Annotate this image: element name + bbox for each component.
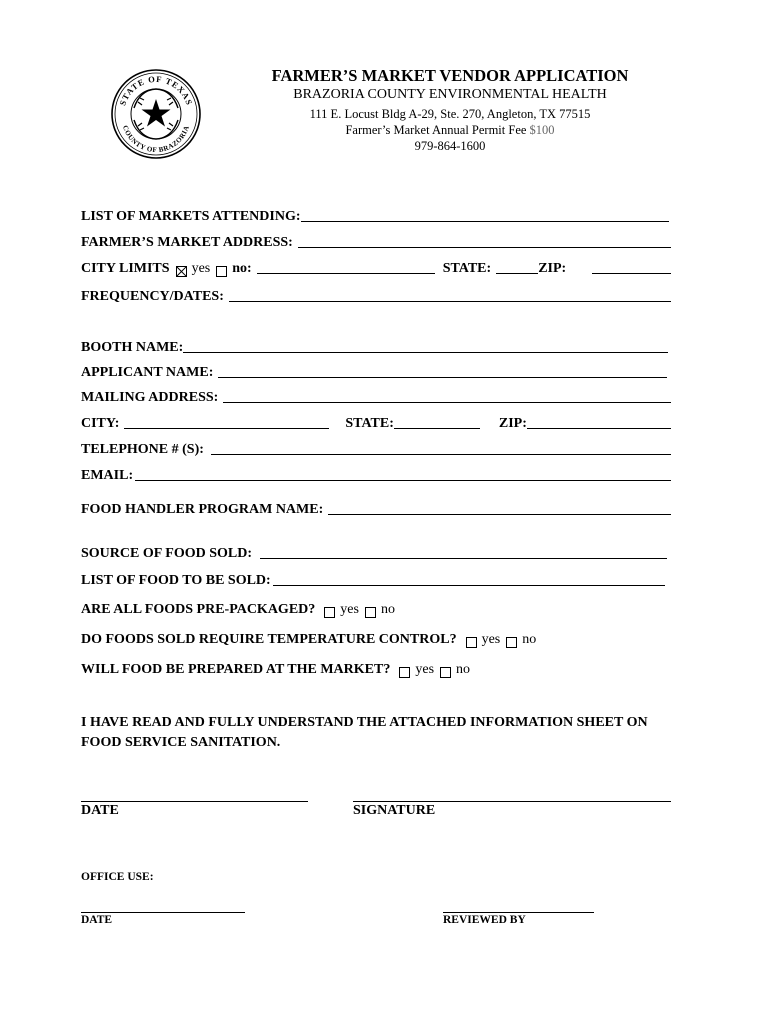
city-limits-yes-label: yes: [191, 261, 211, 276]
market-zip-field[interactable]: [592, 257, 671, 274]
prepared-no-checkbox[interactable]: [440, 667, 451, 678]
office-date-label: DATE: [81, 914, 113, 926]
applicant-city-field[interactable]: [124, 412, 329, 429]
city-limits-no-label: no:: [232, 261, 252, 276]
temperature-yes-label: yes: [481, 632, 501, 647]
office-date-line[interactable]: [81, 912, 245, 913]
prepackaged-row: [81, 596, 671, 618]
email-row: [81, 462, 671, 484]
prepared-question: WILL FOOD BE PREPARED AT THE MARKET?: [81, 662, 391, 677]
mailing-address-label: MAILING ADDRESS:: [81, 390, 219, 405]
applicant-city-row: [81, 410, 671, 432]
prepared-no-label: no: [456, 662, 471, 677]
permit-fee-amount: $100: [529, 123, 555, 137]
temperature-question: DO FOODS SOLD REQUIRE TEMPERATURE CONTROL?: [81, 632, 457, 647]
svg-text:COUNTY OF BRAZORIA: COUNTY OF BRAZORIA: [121, 124, 191, 155]
city-limits-row: [81, 255, 671, 277]
applicant-zip-field[interactable]: [527, 412, 671, 429]
applicant-zip-label: ZIP:: [498, 416, 527, 431]
reviewed-by-label: REVIEWED BY: [443, 914, 526, 926]
office-use-label: OFFICE USE:: [81, 871, 154, 883]
permit-fee-line: [220, 123, 680, 138]
applicant-city-label: CITY:: [81, 416, 120, 431]
prepared-yes-checkbox[interactable]: [399, 667, 410, 678]
applicant-name-label: APPLICANT NAME:: [81, 365, 214, 380]
telephone-field[interactable]: [211, 438, 671, 455]
temperature-row: [81, 626, 671, 648]
food-source-row: [81, 540, 671, 562]
booth-name-row: [81, 334, 671, 356]
date-signature-line[interactable]: [81, 801, 308, 802]
food-list-field[interactable]: [273, 569, 665, 586]
temperature-no-label: no: [522, 632, 537, 647]
mailing-address-field[interactable]: [223, 386, 671, 403]
prepackaged-no-label: no: [380, 602, 395, 617]
reviewed-by-line[interactable]: [443, 912, 594, 913]
temperature-no-checkbox[interactable]: [506, 637, 517, 648]
food-list-label: LIST OF FOOD TO BE SOLD:: [81, 573, 271, 588]
email-field[interactable]: [135, 464, 671, 481]
markets-attending-field[interactable]: [301, 205, 669, 222]
food-handler-field[interactable]: [328, 498, 671, 515]
market-address-label: FARMER’S MARKET ADDRESS:: [81, 235, 293, 250]
mailing-address-row: [81, 384, 671, 406]
applicant-name-row: [81, 359, 671, 381]
date-label: DATE: [81, 803, 119, 818]
booth-name-field[interactable]: [183, 336, 668, 353]
prepared-yes-label: yes: [415, 662, 435, 677]
frequency-row: [81, 283, 671, 305]
prepackaged-yes-checkbox[interactable]: [324, 607, 335, 618]
market-state-field[interactable]: [496, 257, 538, 274]
department-address: 111 E. Locust Bldg A-29, Ste. 270, Angleton, TX 77515: [309, 107, 591, 121]
signature-label: SIGNATURE: [353, 803, 436, 818]
prepackaged-no-checkbox[interactable]: [365, 607, 376, 618]
city-limits-field[interactable]: [257, 257, 435, 274]
svg-text:STATE OF TEXAS: STATE OF TEXAS: [117, 73, 195, 107]
applicant-state-label: STATE:: [345, 416, 394, 431]
applicant-state-field[interactable]: [394, 412, 480, 429]
city-limits-no-checkbox[interactable]: [216, 266, 227, 277]
county-seal-logo: [110, 68, 202, 160]
email-label: EMAIL:: [81, 468, 134, 483]
telephone-row: [81, 436, 671, 458]
acknowledgement-statement: I HAVE READ AND FULLY UNDERSTAND THE ATTACHED INFORMATION SHEET ON FOOD SERVICE SANITATION.: [81, 715, 648, 750]
booth-name-label: BOOTH NAME:: [81, 340, 184, 355]
applicant-name-field[interactable]: [218, 361, 667, 378]
telephone-label: TELEPHONE # (S):: [81, 442, 204, 457]
market-address-field[interactable]: [298, 231, 671, 248]
city-limits-label: CITY LIMITS: [81, 261, 170, 276]
prepackaged-yes-label: yes: [340, 602, 359, 617]
signature-line[interactable]: [353, 801, 671, 802]
department-phone: 979-864-1600: [414, 139, 486, 153]
frequency-label: FREQUENCY/DATES:: [81, 289, 224, 304]
form-title: FARMER’S MARKET VENDOR APPLICATION: [271, 66, 629, 85]
food-source-field[interactable]: [260, 542, 667, 559]
food-handler-row: [81, 496, 671, 518]
prepackaged-question: ARE ALL FOODS PRE-PACKAGED?: [81, 602, 316, 617]
food-source-label: SOURCE OF FOOD SOLD:: [81, 546, 252, 561]
frequency-field[interactable]: [229, 285, 671, 302]
temperature-yes-checkbox[interactable]: [466, 637, 477, 648]
market-address-row: [81, 229, 671, 251]
city-limits-yes-checkbox[interactable]: [176, 266, 187, 277]
markets-attending-row: [81, 203, 671, 225]
market-state-label: STATE:: [442, 261, 492, 276]
prepared-row: [81, 656, 671, 678]
department-name: BRAZORIA COUNTY ENVIRONMENTAL HEALTH: [293, 87, 607, 102]
markets-attending-label: LIST OF MARKETS ATTENDING:: [81, 209, 301, 224]
food-list-row: [81, 567, 671, 589]
permit-fee-label: Farmer’s Market Annual Permit Fee: [345, 123, 530, 137]
food-handler-label: FOOD HANDLER PROGRAM NAME:: [81, 502, 324, 517]
market-zip-label: ZIP:: [538, 261, 567, 276]
